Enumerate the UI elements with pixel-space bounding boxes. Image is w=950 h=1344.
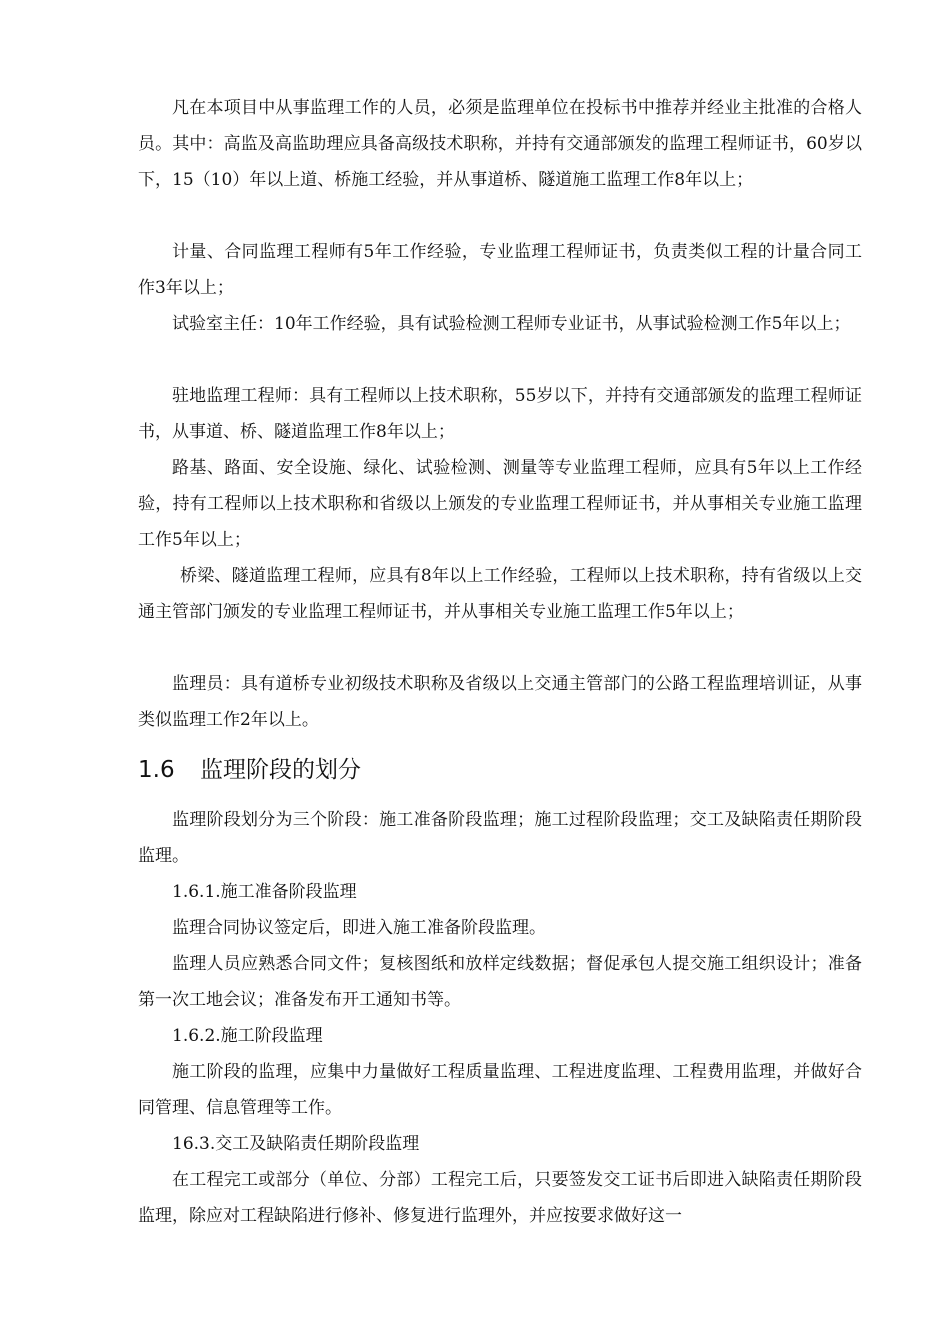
section-number: 1.6 — [138, 757, 175, 783]
subsection-1-title: 1.6.1.施工准备阶段监理 — [172, 882, 357, 902]
subsection-2-paragraph-1: 施工阶段的监理，应集中力量做好工程质量监理、工程进度监理、工程费用监理，并做好合同管理、信息管理等工作。 — [138, 1062, 862, 1118]
section-intro: 监理阶段划分为三个阶段：施工准备阶段监理；施工过程阶段监理；交工及缺陷责任期阶段监理。 — [138, 810, 862, 866]
paragraph-lab-director: 试验室主任：10年工作经验，具有试验检测工程师专业证书，从事试验检测工作5年以上； — [172, 314, 851, 334]
section-title: 监理阶段的划分 — [200, 757, 361, 783]
subsection-3-title: 16.3.交工及缺陷责任期阶段监理 — [172, 1134, 420, 1154]
subsection-1-paragraph-1: 监理合同协议签定后，即进入施工准备阶段监理。 — [172, 918, 546, 938]
subsection-2-title: 1.6.2.施工阶段监理 — [172, 1026, 323, 1046]
paragraph-contract-engineer: 计量、合同监理工程师有5年工作经验，专业监理工程师证书，负责类似工程的计量合同工作3年以上； — [138, 242, 862, 298]
paragraph-specialist-engineers: 路基、路面、安全设施、绿化、试验检测、测量等专业监理工程师，应具有5年以上工作经验，持有工程师以上技术职称和省级以上颁发的专业监理工程师证书，并从事相关专业施工监理工作5年以上； — [138, 458, 862, 550]
paragraph-bridge-tunnel-engineer: 桥梁、隧道监理工程师，应具有8年以上工作经验，工程师以上技术职称，持有省级以上交通主管部门颁发的专业监理工程师证书，并从事相关专业施工监理工作5年以上； — [138, 566, 862, 622]
paragraph-personnel-requirements: 凡在本项目中从事监理工作的人员，必须是监理单位在投标书中推荐并经业主批准的合格人员。其中：高监及高监助理应具备高级技术职称，并持有交通部颁发的监理工程师证书，60岁以下，15（10）年以上道、桥施工经验，并从事道桥、隧道施工监理工作8年以上； — [138, 98, 862, 190]
paragraph-supervisor: 监理员：具有道桥专业初级技术职称及省级以上交通主管部门的公路工程监理培训证，从事类似监理工作2年以上。 — [138, 674, 862, 730]
paragraph-resident-engineer: 驻地监理工程师：具有工程师以上技术职称，55岁以下，并持有交通部颁发的监理工程师证书，从事道、桥、隧道监理工作8年以上； — [138, 386, 862, 442]
section-heading — [138, 752, 862, 788]
subsection-3-paragraph-1: 在工程完工或部分（单位、分部）工程完工后，只要签发交工证书后即进入缺陷责任期阶段监理，除应对工程缺陷进行修补、修复进行监理外，并应按要求做好这一 — [138, 1170, 862, 1226]
subsection-1-paragraph-2: 监理人员应熟悉合同文件；复核图纸和放样定线数据；督促承包人提交施工组织设计；准备第一次工地会议；准备发布开工通知书等。 — [138, 954, 862, 1010]
